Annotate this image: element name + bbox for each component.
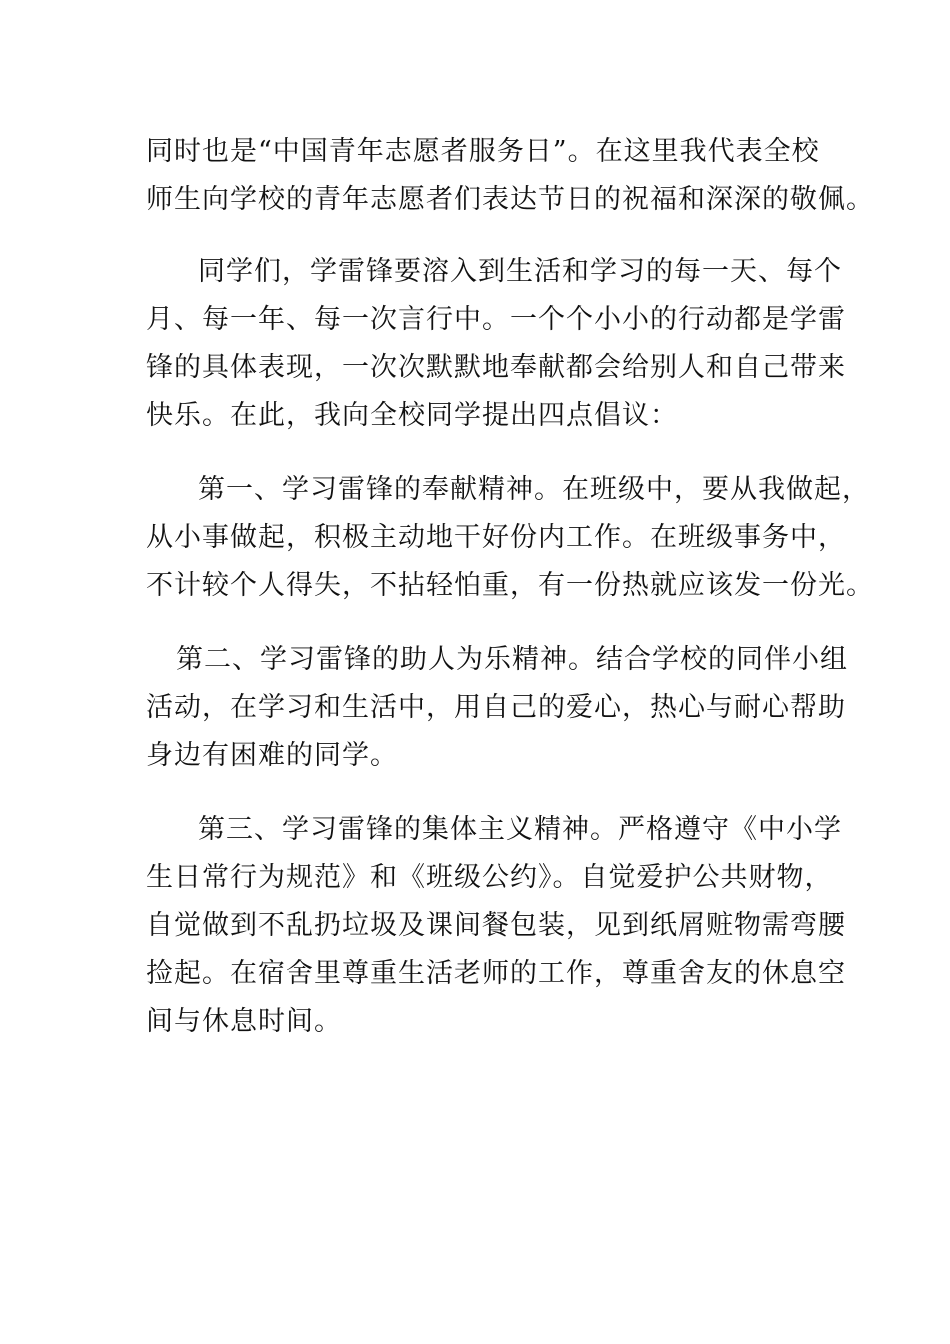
paragraph-5-line-4: 捡起。在宿舍里尊重生活老师的工作，尊重舍友的休息空 xyxy=(146,958,846,989)
paragraph-5-line-2: 生日常行为规范》和《班级公约》。自觉爱护公共财物， xyxy=(146,862,833,893)
paragraph-5-line-1: 第三、学习雷锋的集体主义精神。严格遵守《中小学 xyxy=(198,814,842,845)
paragraph-3-line-2: 从小事做起，积极主动地干好份内工作。在班级事务中， xyxy=(146,522,846,553)
paragraph-1-line-2: 师生向学校的青年志愿者们表达节日的祝福和深深的敬佩。 xyxy=(146,184,874,215)
paragraph-1-line-1: 同时也是“中国青年志愿者服务日”。在这里我代表全校 xyxy=(146,136,820,167)
paragraph-2-line-2: 月、每一年、每一次言行中。一个个小小的行动都是学雷 xyxy=(146,304,846,335)
paragraph-3-line-3: 不计较个人得失，不拈轻怕重，有一份热就应该发一份光。 xyxy=(146,570,874,601)
paragraph-2-line-1: 同学们，学雷锋要溶入到生活和学习的每一天、每个 xyxy=(198,256,842,287)
paragraph-4-line-3: 身边有困难的同学。 xyxy=(146,740,398,771)
paragraph-2-line-4: 快乐。在此，我向全校同学提出四点倡议： xyxy=(146,400,678,431)
paragraph-5-line-3: 自觉做到不乱扔垃圾及课间餐包装，见到纸屑赃物需弯腰 xyxy=(146,910,846,941)
paragraph-4-line-1: 第二、学习雷锋的助人为乐精神。结合学校的同伴小组 xyxy=(176,644,848,675)
paragraph-4-line-2: 活动，在学习和生活中，用自己的爱心，热心与耐心帮助 xyxy=(146,692,846,723)
paragraph-2-line-3: 锋的具体表现，一次次默默地奉献都会给别人和自己带来 xyxy=(146,352,846,383)
paragraph-5-line-5: 间与休息时间。 xyxy=(146,1006,342,1037)
paragraph-3-line-1: 第一、学习雷锋的奉献精神。在班级中，要从我做起， xyxy=(198,474,870,505)
